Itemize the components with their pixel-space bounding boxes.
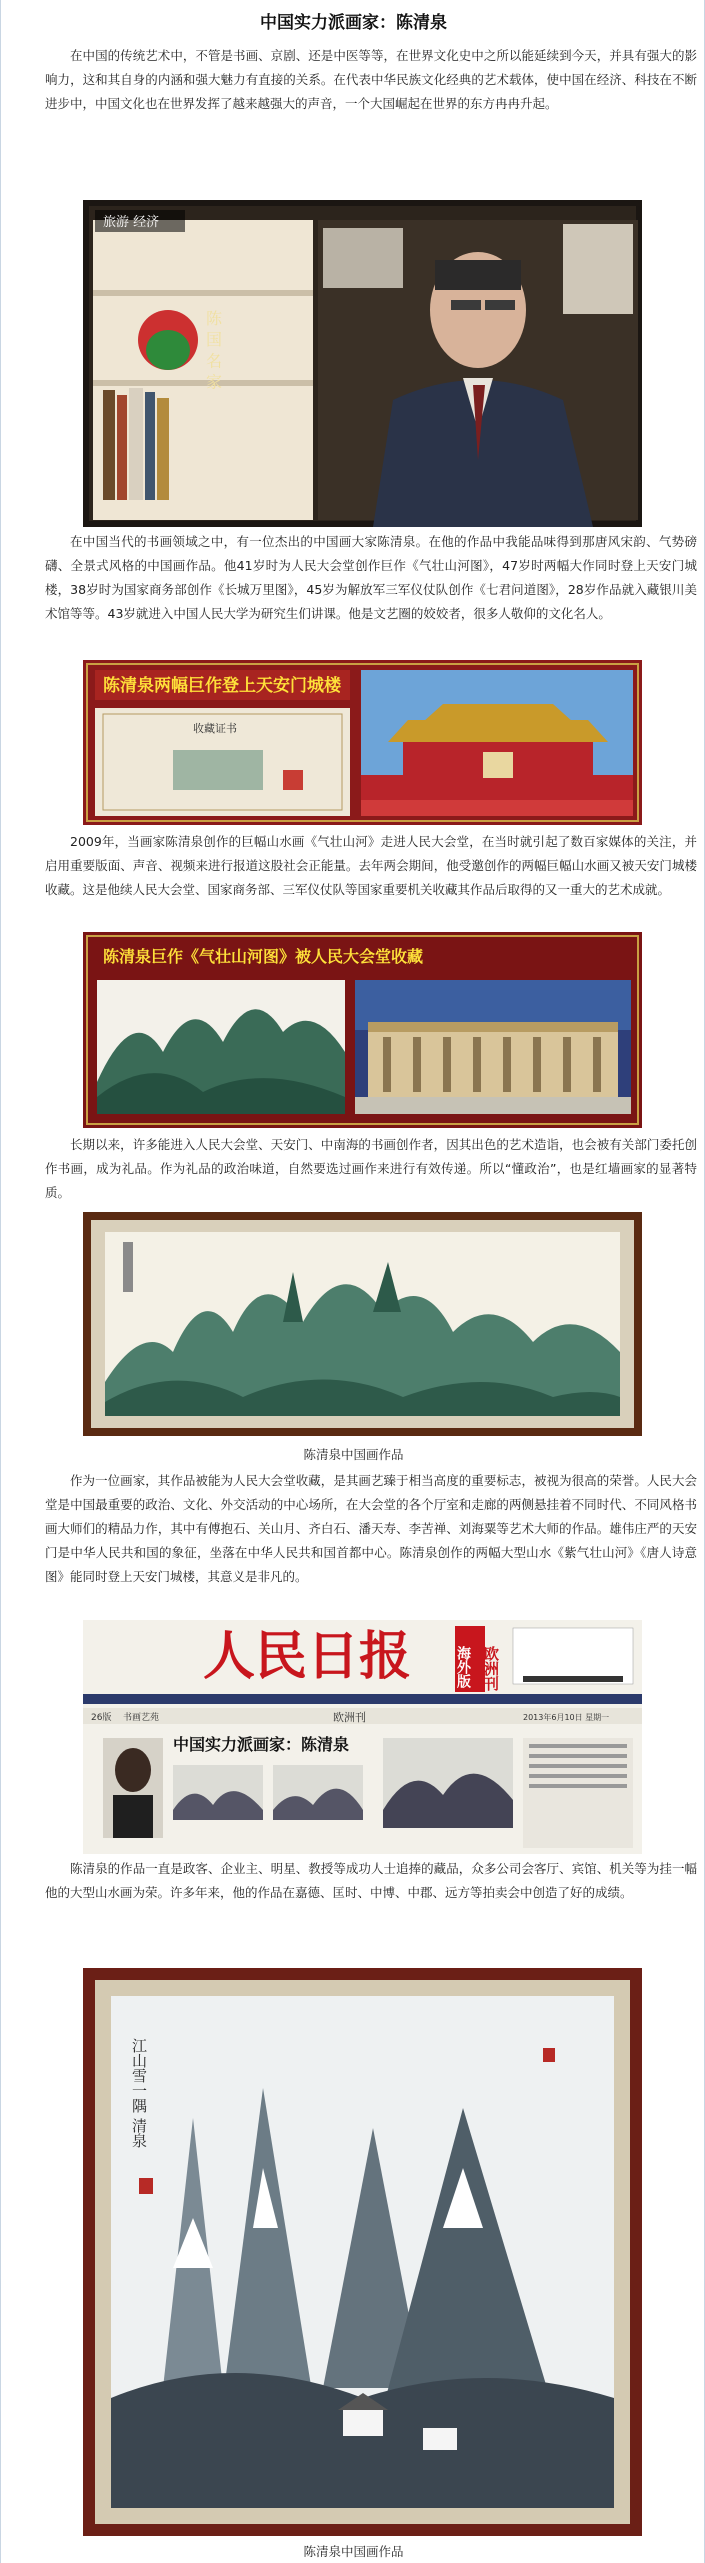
paragraph-intro: 在中国的传统艺术中，不管是书画、京剧、还是中医等等，在世界文化史中之所以能延续到今天，并具有强大的影响力，这和其自身的内涵和强大魅力有直接的关系。在代表中华民族文化经典的艺术载体，使中国在经济、科技在不断进步中，中国文化也在世界发挥了越来越强大的声音，一个大国崛起在世界的东方冉冉升起。 — [45, 48, 697, 111]
painting-caption-1: 陈清泉中国画作品 — [303, 1447, 404, 1462]
paragraph-collections: 作为一位画家，其作品被能为人民大会堂收藏，是其画艺臻于相当高度的重要标志，被视为很高的荣誉。人民大会堂是中国最重要的政治、文化、外交活动的中心场所，在大会堂的各个厅室和走廊的两侧悬挂着不同时代、不同风格书画大师们的精品力作，其中有傅抱石、关山月、齐白石、潘天寿、李苦禅、刘海粟等艺术大师的作品。雄伟庄严的天安门是中华人民共和国的象征，坐落在中华人民共和国首都中心。陈清泉创作的两幅大型山水《紫气壮山河》《唐人诗意图》能同时登上天安门城楼，其意义是非凡的。 — [45, 1473, 697, 1584]
newspaper-edition-side: 欧洲刊 — [482, 1646, 500, 1691]
newspaper-date: 2013年6月10日 星期一 — [523, 1713, 610, 1722]
landscape-painting-2 — [83, 1968, 642, 2536]
painting2-inscription: 江山雪一隅 清泉 — [130, 2038, 148, 2148]
banner2-title: 陈清泉巨作《气壮山河图》被人民大会堂收藏 — [103, 947, 424, 966]
great-hall-banner — [83, 932, 642, 1128]
paragraph-red-wall: 长期以来，许多能进入人民大会堂、天安门、中南海的书画创作者，因其出色的艺术造诣，也会被有关部门委托创作书画，成为礼品。作为礼品的政治味道，自然要选过画作来进行有效传递。所以“懂政治”，也是红墙画家的显著特质。 — [45, 1137, 697, 1200]
paragraph-collectors: 陈清泉的作品一直是政客、企业主、明星、教授等成功人士追捧的藏品，众多公司会客厅、宾馆、机关等为挂一幅他的大型山水画为荣。许多年来，他的作品在嘉德、匡时、中博、中郡、远方等拍卖会中创造了好的成绩。 — [45, 1861, 697, 1900]
newspaper-edition-vertical: 海外版 — [455, 1646, 471, 1688]
tiananmen-banner — [83, 660, 642, 825]
article-title: 中国实力派画家：陈清泉 — [260, 13, 447, 33]
tv-channel-label: 旅游 经济 — [103, 215, 160, 230]
newspaper-section-no: 26版 — [91, 1713, 112, 1723]
newspaper-headline: 中国实力派画家：陈清泉 — [173, 1735, 350, 1754]
interview-photo — [83, 200, 642, 527]
paragraph-2009: 2009年，当画家陈清泉创作的巨幅山水画《气壮山河》走进人民大会堂，在当时就引起了数百家媒体的关注，并启用重要版面、声音、视频来进行报道这股社会正能量。去年两会期间，他受邀创作的两幅巨幅山水画又被天安门城楼收藏。这是他续人民大会堂、国家商务部、三军仪仗队等国家重要机关收藏其作品后取得的又一重大的艺术成就。 — [45, 834, 697, 897]
certificate-title: 收藏证书 — [193, 722, 237, 735]
newspaper-section-name: 书画艺苑 — [123, 1713, 160, 1723]
landscape-painting-1 — [83, 1212, 642, 1436]
newspaper-masthead: 人民日报 — [203, 1626, 412, 1687]
newspaper-section-right: 欧洲刊 — [333, 1711, 366, 1724]
painting-caption-2: 陈清泉中国画作品 — [303, 2544, 404, 2559]
banner1-title: 陈清泉两幅巨作登上天安门城楼 — [103, 676, 341, 696]
tv-overlay-text: 陈 国 名 家 — [203, 310, 223, 390]
newspaper-clipping — [83, 1620, 642, 1854]
paragraph-career: 在中国当代的书画领域之中，有一位杰出的中国画大家陈清泉。在他的作品中我能品味得到那唐风宋韵、气势磅礴、全景式风格的中国画作品。他41岁时为人民大会堂创作巨作《气壮山河图》，47岁时两幅大作同时登上天安门城楼，38岁时为国家商务部创作《长城万里图》，45岁为解放军三军仪仗队创作《七君问道图》，28岁作品就入藏银川美术馆等等。43岁就进入中国人民大学为研究生们讲课。他是文艺圈的姣姣者，很多人敬仰的文化名人。 — [45, 534, 697, 621]
